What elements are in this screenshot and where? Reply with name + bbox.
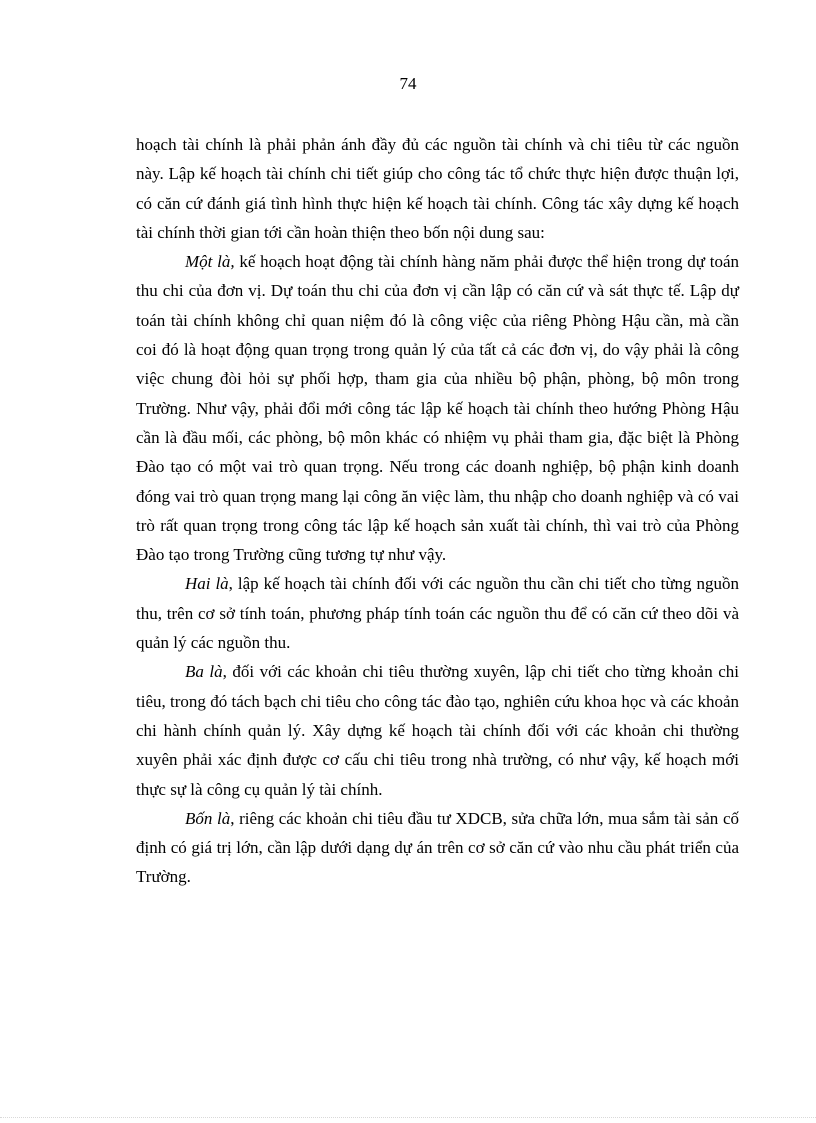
paragraph-lead: Bốn là: [185, 808, 231, 828]
paragraph-lead: Ba là: [185, 662, 223, 682]
paragraph-continuation: [136, 130, 739, 247]
paragraph-hai-la: [136, 569, 739, 657]
paragraph-lead: Một là,: [185, 252, 235, 272]
page-number: 74: [399, 74, 417, 93]
page-bottom-divider: [0, 1117, 816, 1118]
paragraph-text: , đối với các khoản chi tiêu thường xuyên, lập chi tiết cho từng khoản chi tiêu, trong đó tách bạch chi tiêu cho công tác đào tạo, nghiên cứu khoa học và các khoản chi hành chính quản lý. Xây dựng kế hoạch tài chính đối với các khoản chi thường xuyên phải xác định được cơ cấu chi tiêu trong nhà trường, có như vậy, kế hoạch mới thực sự là công cụ quản lý tài chính.: [136, 662, 739, 799]
paragraph-text: , riêng các khoản chi tiêu đầu tư XDCB, sửa chữa lớn, mua sắm tài sản cố định có giá trị lớn, cần lập dưới dạng dự án trên cơ sở căn cứ vào nhu cầu phát triển của Trường.: [136, 808, 739, 887]
paragraph-mot-la: [136, 247, 739, 569]
document-body: [136, 130, 739, 892]
paragraph-ba-la: [136, 657, 739, 803]
paragraph-lead: Hai là: [185, 574, 229, 594]
paragraph-bon-la: [136, 804, 739, 892]
paragraph-text: , lập kế hoạch tài chính đối với các nguồn thu cần chi tiết cho từng nguồn thu, trên cơ sở tính toán, phương pháp tính toán các nguồn thu để có căn cứ theo dõi và quản lý các nguồn thu.: [136, 574, 739, 653]
paragraph-text: hoạch tài chính là phải phản ánh đầy đủ các nguồn tài chính và chi tiêu từ các nguồn này. Lập kế hoạch tài chính chi tiết giúp cho công tác tổ chức thực hiện được thuận lợi, có căn cứ đánh giá tình hình thực hiện kế hoạch tài chính. Công tác xây dựng kế hoạch tài chính thời gian tới cần hoàn thiện theo bốn nội dung sau:: [136, 135, 739, 242]
paragraph-text: kế hoạch hoạt động tài chính hàng năm phải được thể hiện trong dự toán thu chi của đơn vị. Dự toán thu chi của đơn vị cần lập có căn cứ và sát thực tế. Lập dự toán tài chính không chỉ quan niệm đó là công việc của riêng Phòng Hậu cần, mà cần coi đó là hoạt động quan trọng trong quản lý của tất cả các đơn vị, do vậy phải là công việc chung đòi hỏi sự phối hợp, tham gia của nhiều bộ phận, phòng, bộ môn trong Trường. Như vậy, phải đổi mới công tác lập kế hoạch tài chính theo hướng Phòng Hậu cần là đầu mối, các phòng, bộ môn khác có nhiệm vụ phải tham gia, đặc biệt là Phòng Đào tạo có một vai trò quan trọng. Nếu trong các doanh nghiệp, bộ phận kinh doanh đóng vai trò quan trọng mang lại công ăn việc làm, thu nhập cho doanh nghiệp và có vai trò rất quan trọng trong công tác lập kế hoạch sản xuất tài chính, thì vai trò của Phòng Đào tạo trong Trường cũng tương tự như vậy.: [136, 252, 739, 565]
